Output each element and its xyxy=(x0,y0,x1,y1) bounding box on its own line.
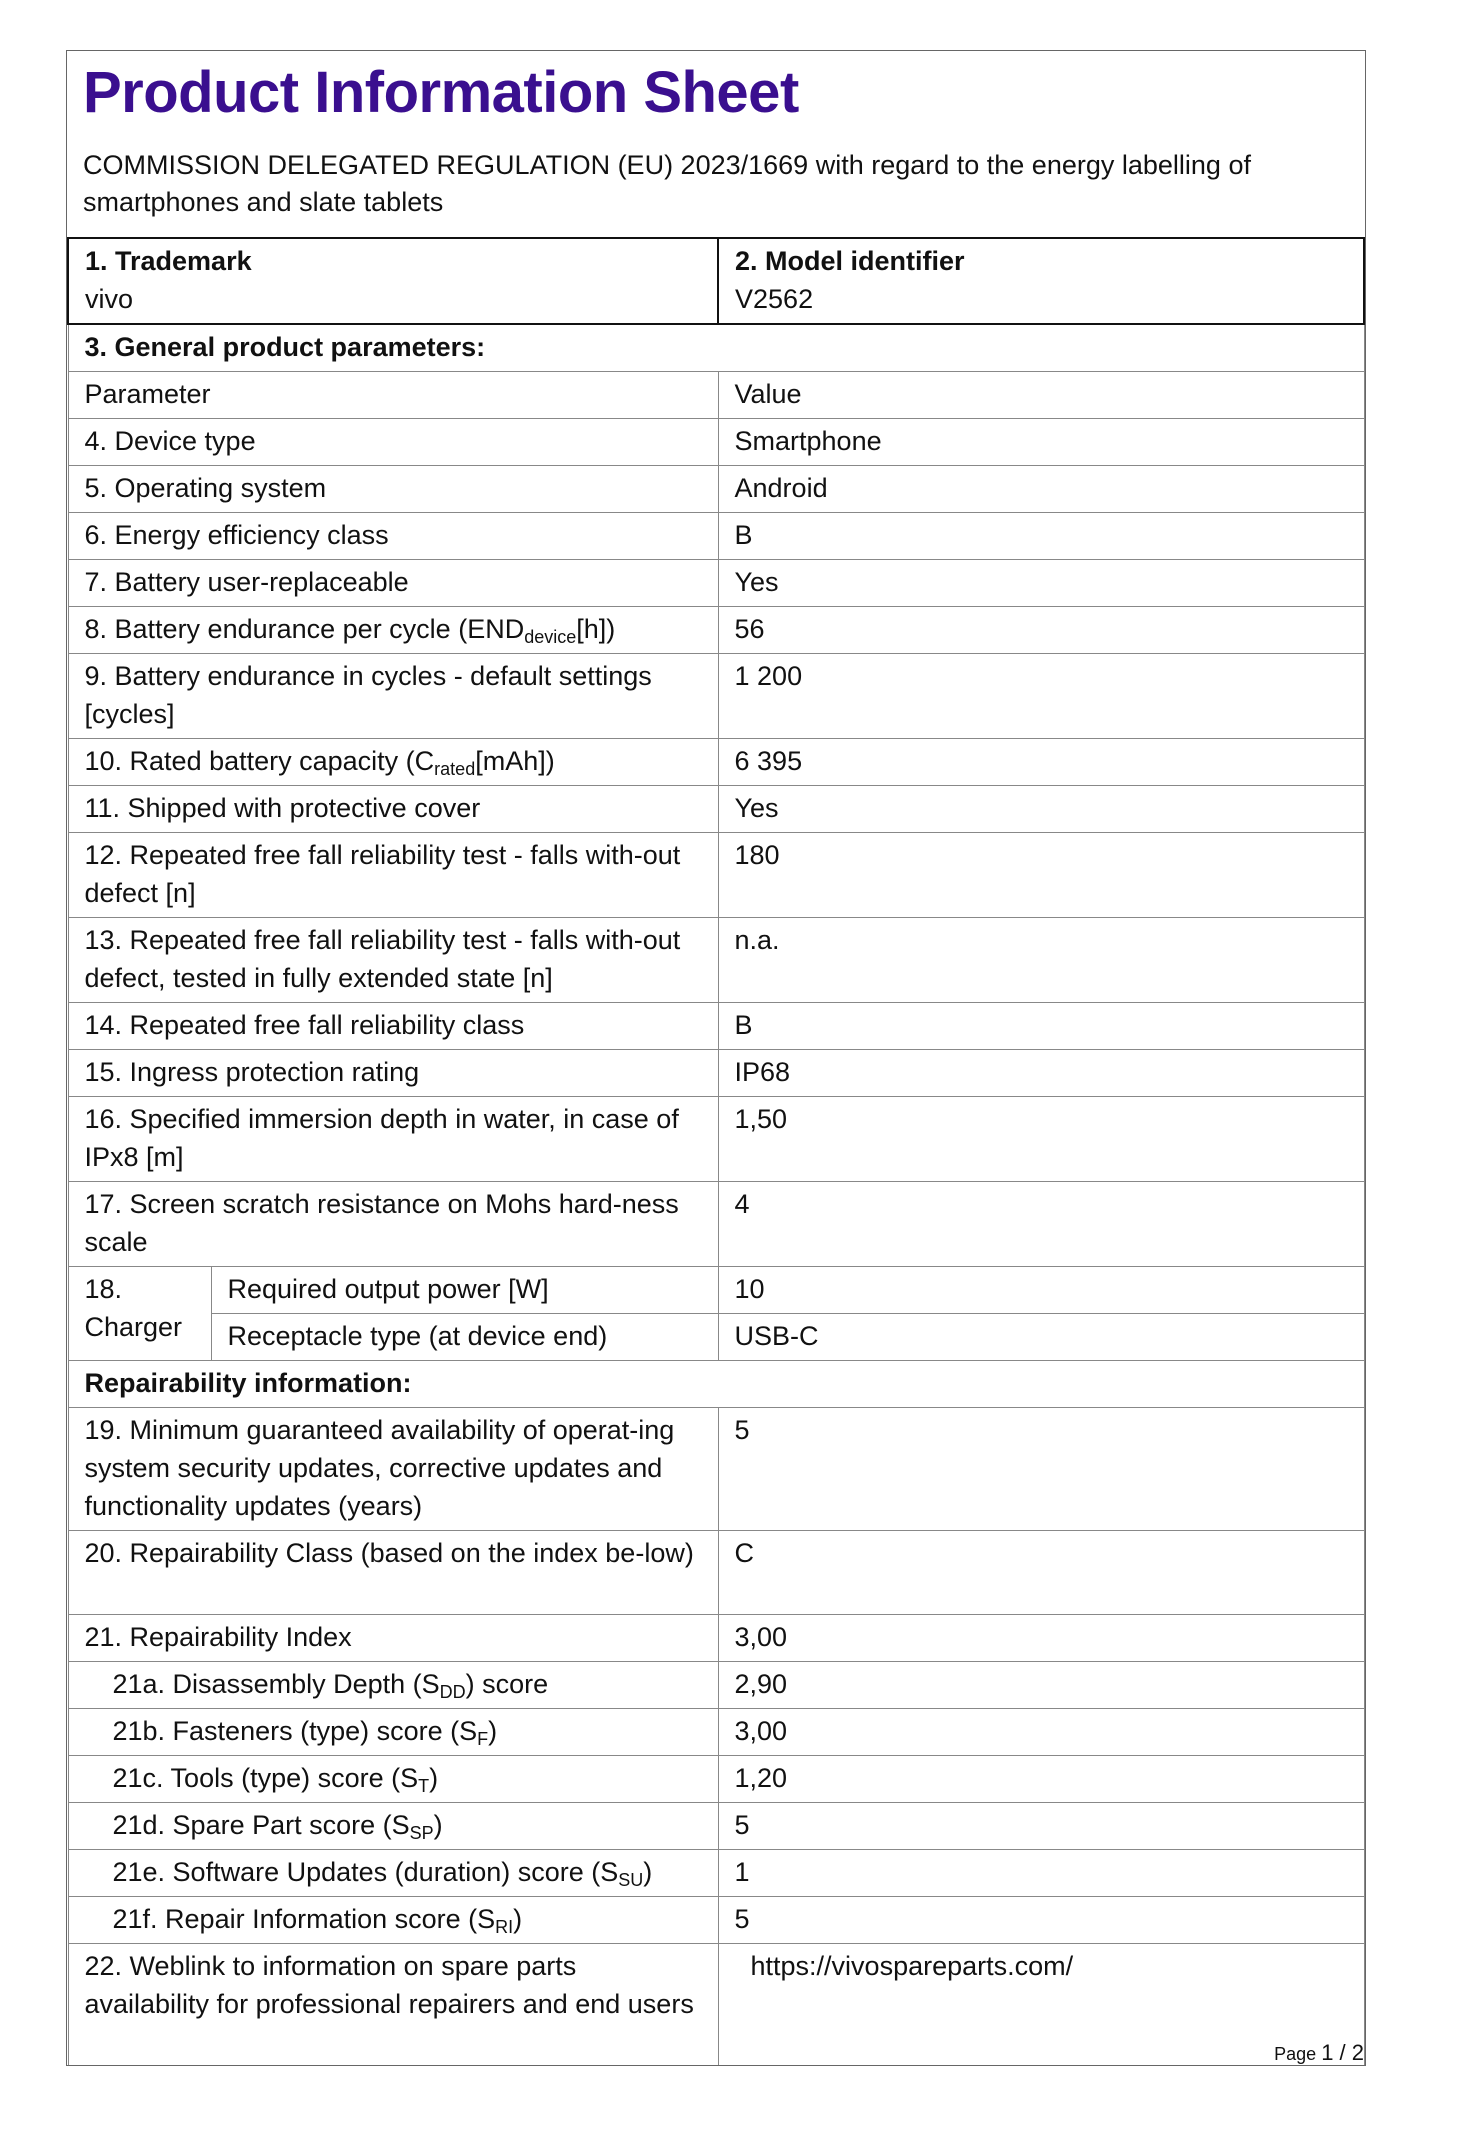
table-row xyxy=(68,1003,1364,1050)
parameter-cell xyxy=(68,1709,718,1756)
parameter-cell xyxy=(68,1097,718,1182)
parameter-cell xyxy=(68,1531,718,1615)
parameter-label: 12. Repeated free fall reliability test - falls with-out defect [n] xyxy=(84,840,681,908)
table-row xyxy=(68,833,1364,918)
section-row xyxy=(68,324,1364,372)
parameter-label: 14. Repeated free fall reliability class xyxy=(84,1010,525,1040)
parameter-label-suffix: ) xyxy=(513,1904,523,1934)
product-table xyxy=(67,237,1365,2066)
parameter-cell xyxy=(68,739,718,786)
weblink-cell xyxy=(718,1944,1364,2066)
parameter-label: 13. Repeated free fall reliability test - falls with-out defect, tested in fully extended state [n] xyxy=(84,925,681,993)
parameter-label-suffix: ) xyxy=(433,1810,443,1840)
table-row xyxy=(68,654,1364,739)
parameter-subscript: F xyxy=(477,1729,489,1749)
parameter-label: 17. Screen scratch resistance on Mohs hard-ness scale xyxy=(84,1189,679,1257)
parameter-label: 21. Repairability Index xyxy=(84,1622,352,1652)
value-cell: 5 xyxy=(718,1408,1364,1531)
value-cell: 6 395 xyxy=(718,739,1364,786)
parameter-label-suffix: [mAh]) xyxy=(475,746,555,776)
header-row xyxy=(68,238,1364,324)
parameter-cell xyxy=(68,918,718,1003)
value-cell: n.a. xyxy=(718,918,1364,1003)
parameter-cell xyxy=(68,560,718,607)
parameter-label: 7. Battery user-replaceable xyxy=(84,567,409,597)
parameter-cell xyxy=(68,1897,718,1944)
parameter-subscript: SP xyxy=(409,1823,434,1843)
table-row xyxy=(68,560,1364,607)
parameter-label-suffix: [h]) xyxy=(576,614,616,644)
page-footer xyxy=(1274,2040,1364,2066)
parameter-subscript: DD xyxy=(439,1682,466,1702)
table-row xyxy=(68,786,1364,833)
charger-receptacle-value: USB-C xyxy=(718,1314,1364,1361)
page-number: 1 / 2 xyxy=(1321,2040,1364,2065)
charger-label: 18. Charger xyxy=(68,1267,211,1361)
weblink-row xyxy=(68,1944,1364,2066)
model-value: V2562 xyxy=(735,284,814,314)
charger-row xyxy=(68,1314,1364,1361)
table-row xyxy=(68,1182,1364,1267)
product-information-sheet xyxy=(66,50,1366,2066)
parameter-label: 5. Operating system xyxy=(84,473,327,503)
regulation-subtitle: COMMISSION DELEGATED REGULATION (EU) 2023/1669 with regard to the energy labelling of smartphones and slate tablets xyxy=(83,150,1251,217)
trademark-value: vivo xyxy=(85,284,134,314)
table-row xyxy=(68,739,1364,786)
value-cell: 5 xyxy=(718,1803,1364,1850)
parameter-cell xyxy=(68,786,718,833)
parameter-label: 9. Battery endurance in cycles - default settings [cycles] xyxy=(84,661,652,729)
parameter-cell xyxy=(68,466,718,513)
value-cell: 1 xyxy=(718,1850,1364,1897)
trademark-cell xyxy=(68,238,718,324)
parameter-cell xyxy=(68,1408,718,1531)
parameter-subscript: RI xyxy=(495,1917,514,1937)
table-row xyxy=(68,1897,1364,1944)
parameter-label: 6. Energy efficiency class xyxy=(84,520,389,550)
value-cell: Android xyxy=(718,466,1364,513)
table-row xyxy=(68,1097,1364,1182)
table-row xyxy=(68,1756,1364,1803)
value-cell: Yes xyxy=(718,560,1364,607)
parameter-subscript: rated xyxy=(434,759,476,779)
value-cell: Smartphone xyxy=(718,419,1364,466)
trademark-label: 1. Trademark xyxy=(85,246,252,276)
model-cell xyxy=(718,238,1364,324)
parameter-subscript: device xyxy=(524,627,577,647)
weblink-label: 22. Weblink to information on spare parts availability for professional repairers and end users xyxy=(68,1944,718,2066)
parameter-subscript: SU xyxy=(618,1870,644,1890)
value-cell: Yes xyxy=(718,786,1364,833)
charger-power-value: 10 xyxy=(718,1267,1364,1314)
parameter-label: 15. Ingress protection rating xyxy=(84,1057,420,1087)
parameter-cell xyxy=(68,513,718,560)
table-row xyxy=(68,1408,1364,1531)
parameter-label: 19. Minimum guaranteed availability of operat-ing system security updates, corrective updates and functionality updates (years) xyxy=(84,1415,675,1521)
parameter-label: 21d. Spare Part score (S xyxy=(112,1810,410,1840)
table-row xyxy=(68,1709,1364,1756)
parameter-label-suffix: ) xyxy=(488,1716,498,1746)
parameter-label-suffix: ) score xyxy=(465,1669,549,1699)
parameter-label-suffix: ) xyxy=(643,1857,653,1887)
page-title: Product Information Sheet xyxy=(83,60,799,125)
parameter-label-suffix: ) xyxy=(429,1763,439,1793)
charger-receptacle-label: Receptacle type (at device end) xyxy=(211,1314,718,1361)
value-cell: B xyxy=(718,513,1364,560)
table-row xyxy=(68,918,1364,1003)
value-cell: 3,00 xyxy=(718,1709,1364,1756)
parameter-cell xyxy=(68,1615,718,1662)
value-cell: 1,50 xyxy=(718,1097,1364,1182)
parameter-cell xyxy=(68,1182,718,1267)
weblink-url[interactable]: https://vivospareparts.com/ xyxy=(750,1951,1074,1981)
parameter-cell xyxy=(68,654,718,739)
model-label: 2. Model identifier xyxy=(735,246,965,276)
value-cell: 56 xyxy=(718,607,1364,654)
value-cell: B xyxy=(718,1003,1364,1050)
value-header: Value xyxy=(718,372,1364,419)
parameter-cell xyxy=(68,419,718,466)
table-row xyxy=(68,1531,1364,1615)
parameter-label: 21b. Fasteners (type) score (S xyxy=(112,1716,478,1746)
parameter-cell xyxy=(68,1050,718,1097)
parameter-header: Parameter xyxy=(68,372,718,419)
parameter-label: 20. Repairability Class (based on the index be-low) xyxy=(84,1538,694,1568)
table-row xyxy=(68,1850,1364,1897)
value-cell: 5 xyxy=(718,1897,1364,1944)
table-row xyxy=(68,466,1364,513)
table-row xyxy=(68,513,1364,560)
page-word: Page xyxy=(1274,2044,1317,2064)
table-row xyxy=(68,607,1364,654)
parameter-label: 11. Shipped with protective cover xyxy=(84,793,481,823)
charger-row xyxy=(68,1267,1364,1314)
parameter-label: 4. Device type xyxy=(84,426,256,456)
table-row xyxy=(68,419,1364,466)
parameter-label: 21e. Software Updates (duration) score (S xyxy=(112,1857,619,1887)
value-cell: 3,00 xyxy=(718,1615,1364,1662)
repair-section-heading: Repairability information: xyxy=(68,1361,1364,1408)
parameter-cell xyxy=(68,1803,718,1850)
value-cell: 1 200 xyxy=(718,654,1364,739)
table-row xyxy=(68,1662,1364,1709)
parameter-cell xyxy=(68,1662,718,1709)
parameter-cell xyxy=(68,1850,718,1897)
value-cell: 2,90 xyxy=(718,1662,1364,1709)
parameter-label: 16. Specified immersion depth in water, in case of IPx8 [m] xyxy=(84,1104,679,1172)
table-row xyxy=(68,1615,1364,1662)
parameter-cell xyxy=(68,607,718,654)
parameter-label: 21f. Repair Information score (S xyxy=(112,1904,496,1934)
general-section-heading: 3. General product parameters: xyxy=(68,324,1364,372)
parameter-label: 21c. Tools (type) score (S xyxy=(112,1763,419,1793)
value-cell: 4 xyxy=(718,1182,1364,1267)
parameter-cell xyxy=(68,1003,718,1050)
charger-power-label: Required output power [W] xyxy=(211,1267,718,1314)
value-cell: IP68 xyxy=(718,1050,1364,1097)
parameter-label: 21a. Disassembly Depth (S xyxy=(112,1669,440,1699)
table-row xyxy=(68,1050,1364,1097)
value-cell: C xyxy=(718,1531,1364,1615)
section-row xyxy=(68,1361,1364,1408)
table-row xyxy=(68,1803,1364,1850)
parameter-label: 10. Rated battery capacity (C xyxy=(84,746,435,776)
parameter-subscript: T xyxy=(418,1776,430,1796)
parameter-label: 8. Battery endurance per cycle (END xyxy=(84,614,525,644)
column-header-row xyxy=(68,372,1364,419)
parameter-cell xyxy=(68,1756,718,1803)
parameter-cell xyxy=(68,833,718,918)
value-cell: 180 xyxy=(718,833,1364,918)
value-cell: 1,20 xyxy=(718,1756,1364,1803)
